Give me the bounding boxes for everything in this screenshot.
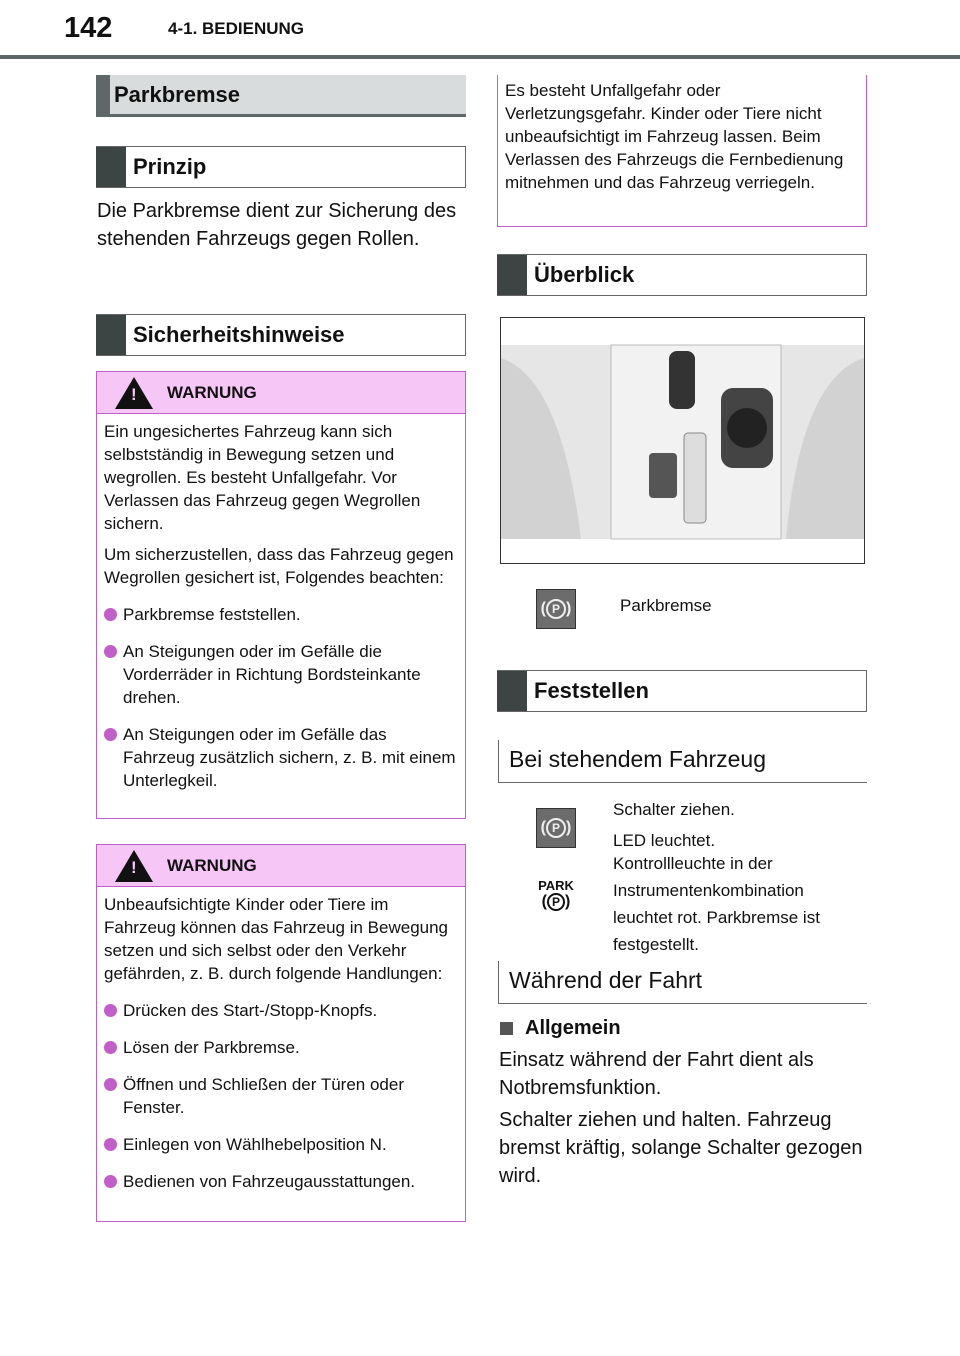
list-item xyxy=(104,1073,458,1119)
bullet-icon xyxy=(104,1041,117,1054)
heading-set xyxy=(497,670,867,712)
parking-brake-icon: ( P ) xyxy=(536,589,576,629)
list-item-text: Parkbremse feststellen. xyxy=(123,605,301,624)
subsubheading-general xyxy=(500,1017,621,1040)
warning-box-1 xyxy=(96,371,466,819)
bullet-icon xyxy=(104,608,117,621)
general-text-1: Einsatz während der Fahrt dient als Notbremsfunktion. xyxy=(499,1049,814,1099)
heading-prinzip xyxy=(96,146,466,188)
bullet-icon xyxy=(104,1175,117,1188)
header-divider xyxy=(0,55,960,59)
bullet-icon xyxy=(104,1078,117,1091)
heading-text: Überblick xyxy=(534,262,635,287)
warning-text: Es besteht Unfallgefahr oder Verletzungsgefahr. Kinder oder Tiere nicht unbeaufsichtigt im Fahrzeug lassen. Beim Verlassen des Fahrzeugs die Fernbedienung mitnehmen und das Fahrzeug verriegeln. xyxy=(505,81,844,192)
list-item-text: Einlegen von Wählhebelposition N. xyxy=(123,1135,387,1154)
bullet-icon xyxy=(104,728,117,741)
subheading-stationary: Bei stehendem Fahrzeug xyxy=(498,740,867,783)
warning-box-2 xyxy=(96,844,466,1222)
warning-text: Um sicherzustellen, dass das Fahrzeug gegen Wegrollen gesichert ist, Folgendes beachten: xyxy=(104,545,454,587)
parking-brake-icon: ( P ) xyxy=(536,808,576,848)
p-symbol: P xyxy=(546,818,566,838)
step-text: Kontrollleuchte in der Instrumentenkombination leuchtet rot. Parkbremse ist festgestellt. xyxy=(613,854,820,954)
bullet-icon xyxy=(104,645,117,658)
subheading-driving: Während der Fahrt xyxy=(498,961,867,1004)
list-item-text: An Steigungen oder im Gefälle das Fahrzeug zusätzlich sichern, z. B. mit einem Unterlegkeil. xyxy=(123,725,456,790)
list-item-text: Bedienen von Fahrzeugausstattungen. xyxy=(123,1172,416,1191)
park-label: PARK xyxy=(538,878,574,893)
list-item xyxy=(104,640,458,709)
list-item-text: An Steigungen oder im Gefälle die Vorderräder in Richtung Bordsteinkante drehen. xyxy=(123,642,421,707)
warning-text: Ein ungesichertes Fahrzeug kann sich selbstständig in Bewegung setzen und wegrollen. Es besteht Unfallgefahr. Vor Verlassen das Fahrzeug gegen Wegrollen sichern. xyxy=(104,422,421,533)
console-illustration xyxy=(500,317,865,564)
warning-label: WARNUNG xyxy=(167,382,257,402)
warning-icon: ! xyxy=(115,377,153,409)
park-indicator-icon: PARK ( P ) xyxy=(538,878,574,910)
bullet-icon xyxy=(104,1138,117,1151)
list-item-text: Öffnen und Schließen der Türen oder Fenster. xyxy=(123,1075,404,1117)
section-title-text: Parkbremse xyxy=(114,81,240,107)
square-bullet-icon xyxy=(500,1022,513,1035)
heading-text: Feststellen xyxy=(534,678,649,703)
list-item-text: Lösen der Parkbremse. xyxy=(123,1038,300,1057)
list-item-text: Drücken des Start-/Stopp-Knopfs. xyxy=(123,1001,378,1020)
heading-safety xyxy=(96,314,466,356)
heading-text: Sicherheitshinweise xyxy=(133,322,345,347)
warning-icon: ! xyxy=(115,850,153,882)
step-text: Schalter ziehen. xyxy=(613,800,735,819)
warning-continuation xyxy=(497,75,867,227)
step-text: LED leuchtet. xyxy=(613,831,716,850)
heading-overview xyxy=(497,254,867,296)
list-item xyxy=(104,1133,458,1156)
p-symbol: P xyxy=(547,893,565,911)
legend-label: Parkbremse xyxy=(620,596,712,615)
list-item xyxy=(104,723,458,792)
page-number: 142 xyxy=(64,12,113,44)
warning-label: WARNUNG xyxy=(167,855,257,875)
list-item xyxy=(104,1036,458,1059)
heading-text: Prinzip xyxy=(133,154,207,179)
list-item xyxy=(104,1170,458,1193)
list-item xyxy=(104,603,458,626)
prinzip-text: Die Parkbremse dient zur Sicherung des stehenden Fahrzeugs gegen Rollen. xyxy=(97,200,457,250)
section-title xyxy=(96,75,466,117)
steps xyxy=(613,798,868,958)
list-item xyxy=(104,999,458,1022)
general-text-2: Schalter ziehen und halten. Fahrzeug bremst kräftig, solange Schalter gezogen wird. xyxy=(499,1109,863,1187)
chapter-title: 4-1. BEDIENUNG xyxy=(168,19,305,38)
bullet-icon xyxy=(104,1004,117,1017)
heading-text: Allgemein xyxy=(525,1017,621,1039)
p-symbol: P xyxy=(546,599,566,619)
warning-text: Unbeaufsichtigte Kinder oder Tiere im Fahrzeug können das Fahrzeug in Bewegung setzen und sich selbst oder den Verkehr gefährden, z. B. durch folgende Handlungen: xyxy=(104,895,449,983)
